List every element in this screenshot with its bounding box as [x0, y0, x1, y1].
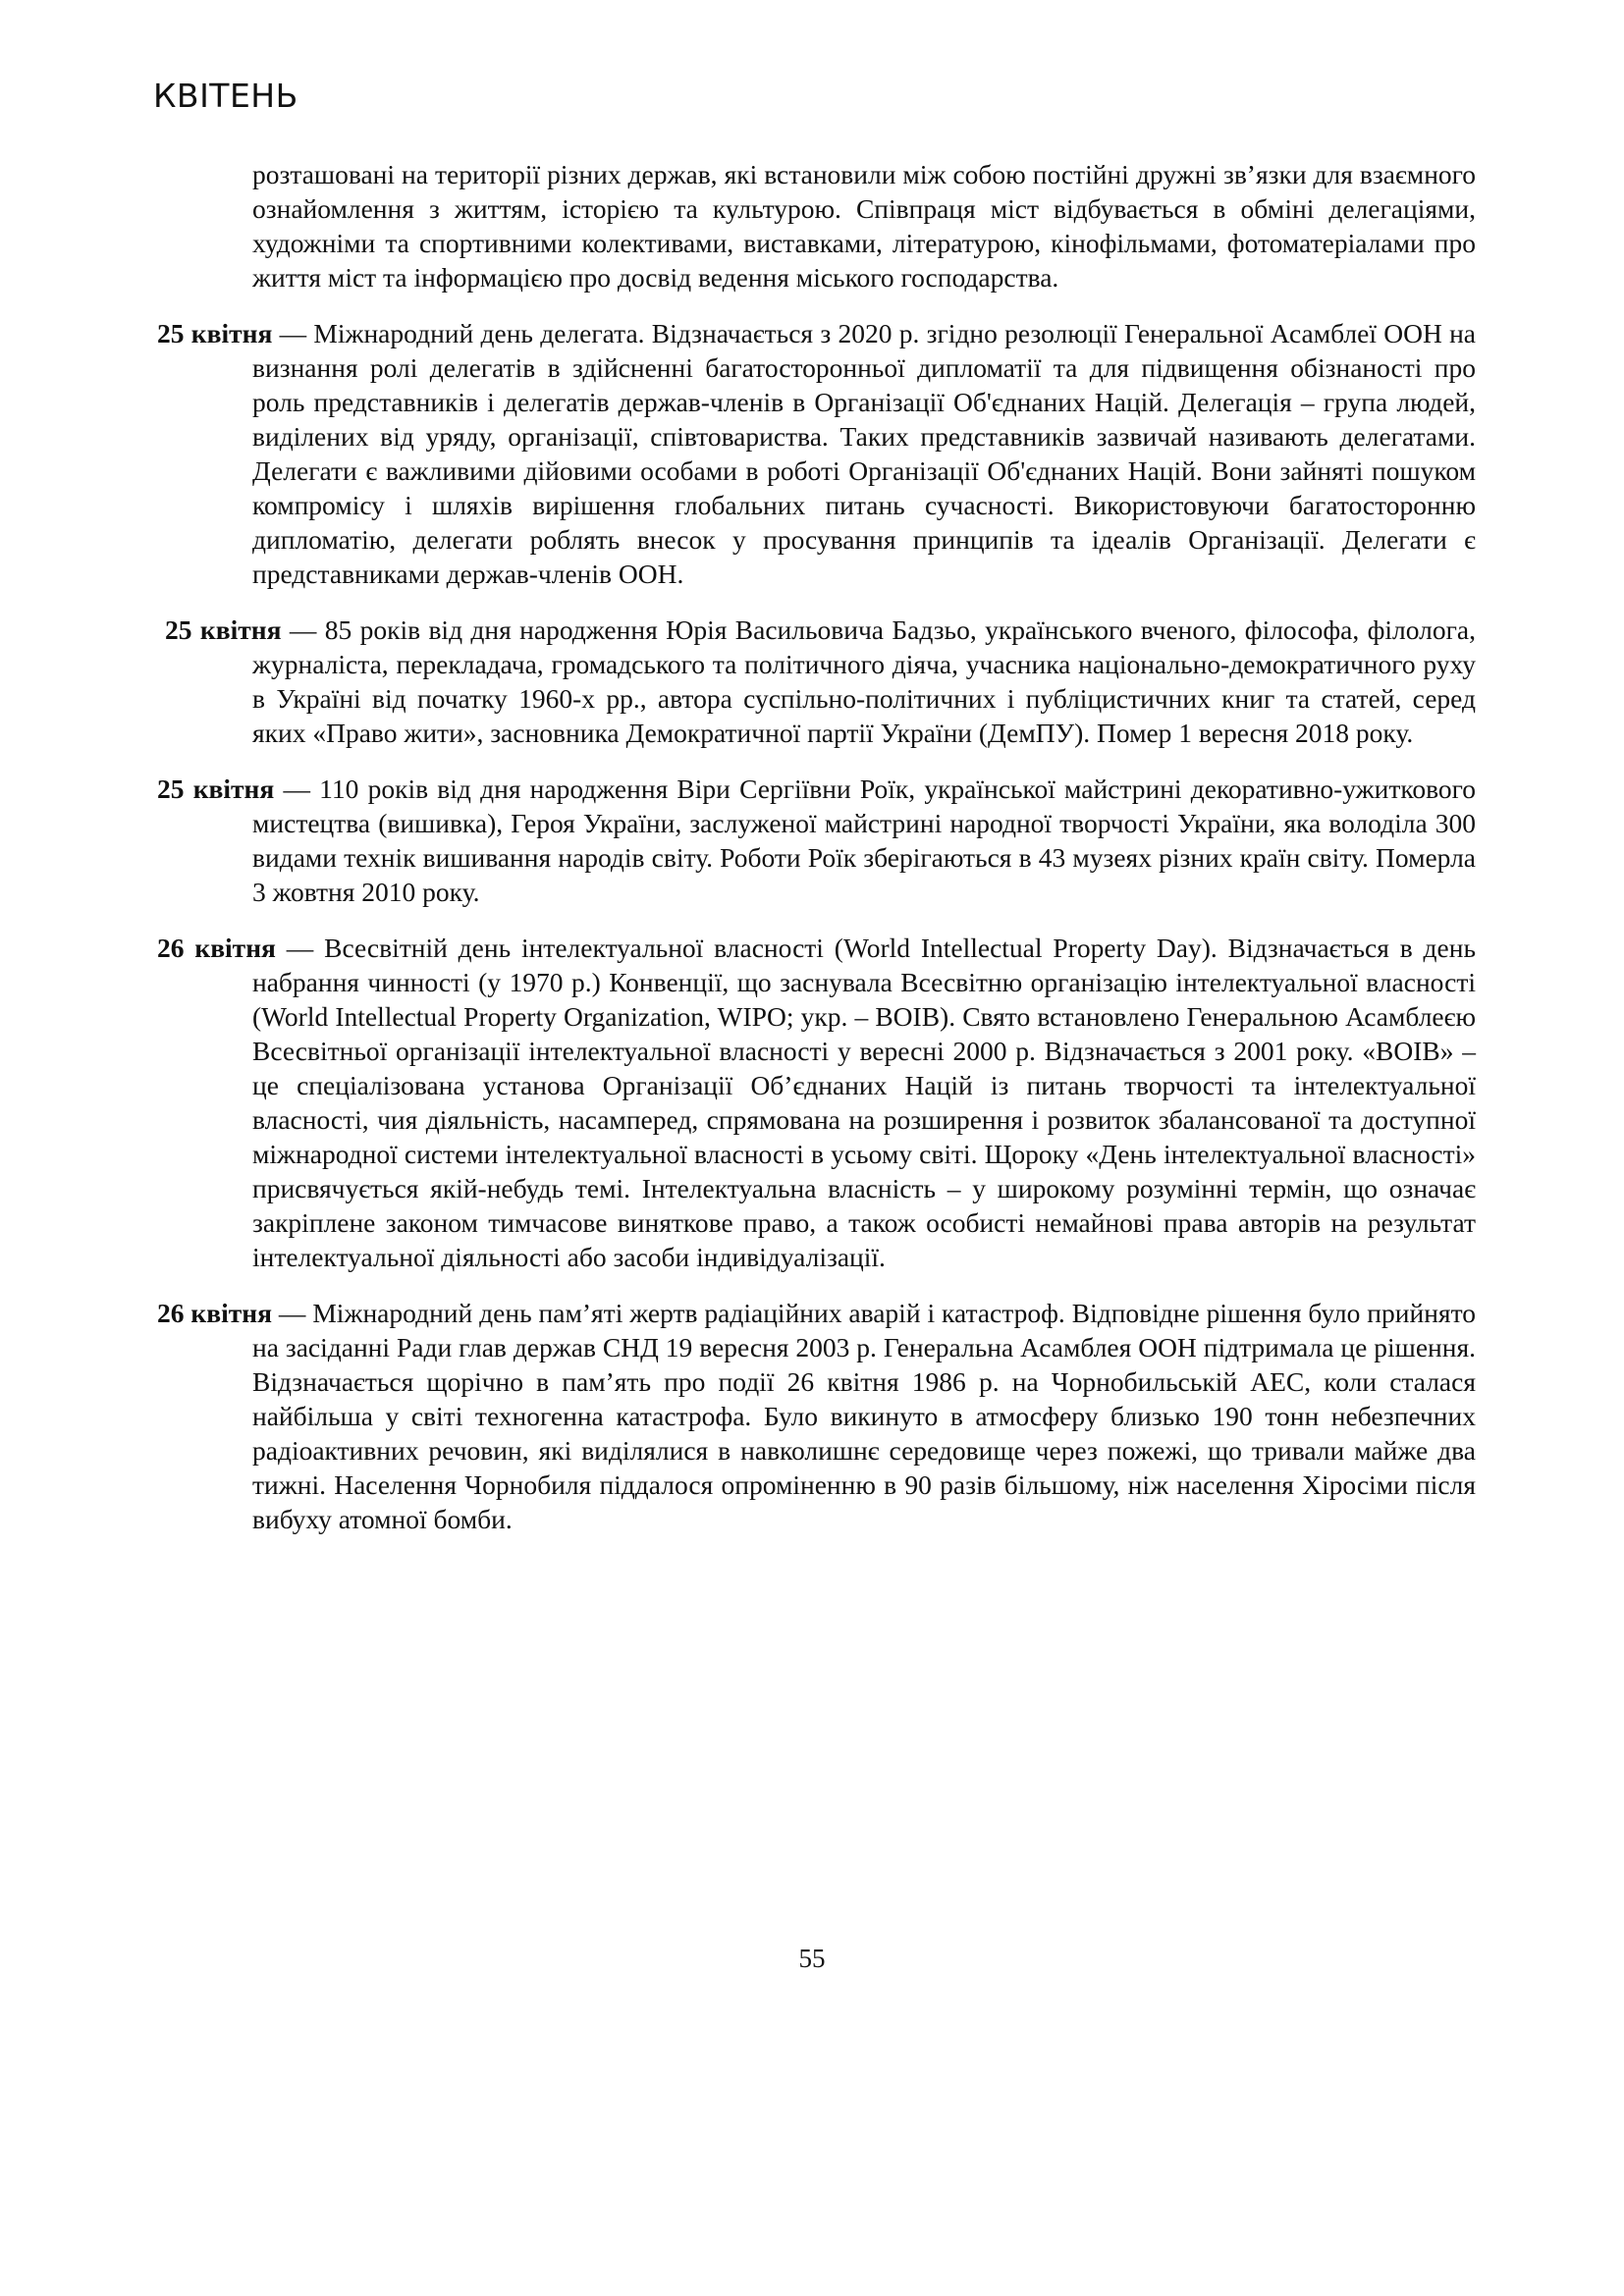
- entry-date: 26 квітня: [157, 933, 276, 963]
- entry-date: 26 квітня: [157, 1298, 272, 1328]
- calendar-entry: [157, 316, 1476, 591]
- entry-text: — 110 років від дня народження Віри Сергіївни Роїк, української майстрині декоративно-ужиткового мистецтва (вишивка), Героя України, заслуженої майстрині народної творчості України, яка володіла 300 видами технік вишивання народів світу. Роботи Роїк зберігаються в 43 музеях різних країн світу. Померла 3 жовтня 2010 року.: [252, 774, 1476, 907]
- running-header: КВІТЕНЬ: [153, 77, 298, 115]
- page-number: 55: [798, 1944, 826, 1973]
- calendar-entry: [157, 931, 1476, 1274]
- calendar-entry: [157, 772, 1476, 909]
- entry-text: — 85 років від дня народження Юрія Васильовича Бадзьо, українського вченого, філософа, філолога, журналіста, перекладача, громадського та політичного діяча, учасника національно-демократичного руху в Україні від початку 1960-х рр., автора суспільно-політичних і публіцистичних книг та статей, серед яких «Право жити», засновника Демократичної партії України (ДемПУ). Помер 1 вересня 2018 року.: [252, 614, 1476, 748]
- entry-date: 25 квітня: [165, 614, 282, 645]
- calendar-entry: [157, 1296, 1476, 1536]
- continued-paragraph: розташовані на території різних держав, які встановили між собою постійні дружні зв’язки для взаємного ознайомлення з життям, історією та культурою. Співпраця міст відбувається в обміні делегаціями, художніми та спортивними колективами, виставками, літературою, кінофільмами, фотоматеріалами про життя міст та інформацією про досвід ведення міського господарства.: [252, 159, 1476, 293]
- entry-text: — Міжнародний день делегата. Відзначається з 2020 р. згідно резолюції Генеральної Асамблеї ООН на визнання ролі делегатів в здійсненні багатосторонньої дипломатії та для підвищення обізнаності про роль представників і делегатів держав-членів в Організації Об'єднаних Націй. Делегація – група людей, виділених від уряду, організації, співтовариства. Таких представників зазвичай називають делегатами. Делегати є важливими дійовими особами в роботі Організації Об'єднаних Націй. Вони зайняті пошуком компромісу і шляхів вирішення глобальних питань сучасності. Використовуючи багатосторонню дипломатію, делегати роблять внесок у просування принципів та ідеалів Організації. Делегати є представниками держав-членів ООН.: [252, 318, 1477, 589]
- page-body: [157, 157, 1476, 1558]
- entry-date: 25 квітня: [157, 774, 275, 804]
- entry-date: 25 квітня: [157, 318, 273, 348]
- entry-text: — Всесвітній день інтелектуальної власності (World Intellectual Property Day). Відзначається в день набрання чинності (у 1970 р.) Конвенції, що заснувала Всесвітню організацію інтелектуальної власності (World Intellectual Property Organization, WIPO; укр. – ВОІВ). Свято встановлено Генеральною Асамблеєю Всесвітньої організації інтелектуальної власності у вересні 2000 р. Відзначається з 2001 року. «ВОІВ» – це спеціалізована установа Організації Об’єднаних Націй із питань творчості та інтелектуальної власності, чия діяльність, насамперед, спрямована на розширення і розвиток збалансованої та доступної міжнародної системи інтелектуальної власності в усьому світі. Щороку «День інтелектуальної власності» присвячується якій-небудь темі. Інтелектуальна власність – у широкому розумінні термін, що означає закріплене законом тимчасове виняткове право, а також особисті немайнові права авторів на результат інтелектуальної діяльності або засоби індивідуалізації.: [252, 933, 1476, 1272]
- calendar-entry: [157, 613, 1476, 750]
- entry-text: — Міжнародний день пам’яті жертв радіаційних аварій і катастроф. Відповідне рішення було прийнято на засіданні Ради глав держав СНД 19 вересня 2003 р. Генеральна Асамблея ООН підтримала це рішення. Відзначається щорічно в пам’ять про події 26 квітня 1986 р. на Чорнобильській АЕС, коли сталася найбільша у світі техногенна катастрофа. Було викинуто в атмосферу близько 190 тонн небезпечних радіоактивних речовин, які виділялися в навколишнє середовище через пожежі, що тривали майже два тижні. Населення Чорнобиля піддалося опроміненню в 90 разів більшому, ніж населення Хіросіми після вибуху атомної бомби.: [252, 1298, 1476, 1534]
